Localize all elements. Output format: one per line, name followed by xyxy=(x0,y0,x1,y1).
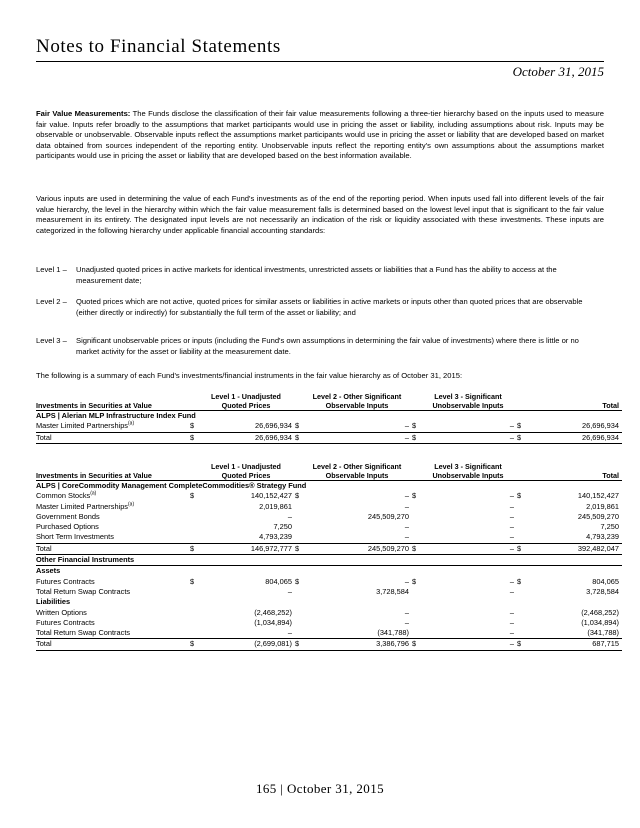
fair-value-body: The Funds disclose the classification of their fair value measurements following a three-tier hierarchy based on the inputs used to measure fair value. Inputs refer broadly to the assumptions that market participants would use in pricing the asset or liability, including assumptions about risk. Inputs may be observable or unobservable. Observable inputs reflect the assumptions market participants would use in pricing the asset or liability that are developed based on market data obtained from sources independent of the reporting entity. Unobservable inputs reflect the reporting entity's own assumptions about the assumptions market participants would use in pricing the asset or liability that are developed based on the best information available. xyxy=(36,109,604,161)
currency-symbol: $ xyxy=(517,639,527,650)
total-row xyxy=(36,432,622,443)
currency-symbol: $ xyxy=(190,432,200,443)
currency-symbol xyxy=(190,618,200,628)
footnote-marker: (a) xyxy=(128,420,135,427)
row-label: Government Bonds xyxy=(36,511,100,521)
level2-value: 245,509,270 xyxy=(305,543,412,554)
level1-value: 804,065 xyxy=(265,576,292,586)
total-row xyxy=(36,639,622,650)
total-value: 26,696,934 xyxy=(582,421,619,431)
row-label: Total Return Swap Contracts xyxy=(36,628,131,638)
footnote-marker: (a) xyxy=(128,501,135,508)
assets-heading: Assets xyxy=(36,566,61,576)
level3-value: – xyxy=(509,617,514,627)
currency-symbol: $ xyxy=(295,576,300,586)
table-row xyxy=(36,628,622,639)
total-value: 7,250 xyxy=(600,522,619,532)
various-inputs-paragraph: Various inputs are used in determining the value of each Fund's investments as of the end of the reporting period. When inputs used fall into different levels of the fair value hierarchy, the level in the hierarchy within which the fair value measurement falls is determined based on the lowest level input that is significant to the fair value measurement in its entirety. The designated input levels are not necessarily an indication of the risk or liquidity associated with these investments. These inputs are categorized in the following hierarchy under applicable financial accounting standards: xyxy=(36,194,604,235)
currency-symbol xyxy=(412,502,422,512)
total-value: 804,065 xyxy=(592,576,619,586)
currency-symbol: $ xyxy=(190,491,195,501)
currency-symbol: $ xyxy=(190,543,200,554)
currency-symbol xyxy=(517,522,527,532)
header-date: October 31, 2015 xyxy=(512,64,604,79)
level-key: Level 2 – xyxy=(36,297,67,306)
level-text: Quoted prices which are not active, quoted prices for similar assets or liabilities in active markets or inputs other than quoted prices that are observable (either directly or indirectly) for substantially the full term of the asset or liability; and xyxy=(76,297,583,317)
summary-paragraph: The following is a summary of each Fund's investments/financial instruments in the fair value hierarchy as of October 31, 2015: xyxy=(36,371,463,380)
currency-symbol xyxy=(295,618,305,628)
row-label: Purchased Options xyxy=(36,522,99,532)
total-value: 687,715 xyxy=(527,639,622,650)
currency-symbol xyxy=(295,512,305,522)
level2-value: – xyxy=(404,421,409,431)
row-label: Total xyxy=(36,639,52,649)
level-3-item xyxy=(36,336,604,357)
row-label: Master Limited Partnerships xyxy=(36,501,129,511)
level2-value: – xyxy=(404,576,409,586)
table-row xyxy=(36,608,622,618)
currency-symbol xyxy=(412,532,422,543)
fund-name-row xyxy=(36,411,622,422)
currency-symbol xyxy=(517,532,527,543)
currency-symbol: $ xyxy=(295,421,300,431)
col-total: Total xyxy=(527,462,622,481)
table-row xyxy=(36,421,622,432)
fair-value-table-alerian xyxy=(36,392,622,444)
level2-value: 3,728,584 xyxy=(376,586,409,596)
col-level2: Level 2 - Other Significant Observable Inputs xyxy=(305,462,412,481)
currency-symbol: $ xyxy=(412,543,422,554)
currency-symbol: $ xyxy=(517,543,527,554)
level1-value: 7,250 xyxy=(273,522,292,532)
total-value: 4,793,239 xyxy=(586,532,619,542)
table-row xyxy=(36,522,622,532)
currency-symbol xyxy=(190,587,200,597)
col-level2: Level 2 - Other Significant Observable Inputs xyxy=(305,392,412,411)
level2-value: 3,386,796 xyxy=(305,639,412,650)
level2-value: – xyxy=(404,522,409,532)
currency-symbol xyxy=(412,587,422,597)
currency-symbol: $ xyxy=(295,639,305,650)
total-value: 2,019,861 xyxy=(586,501,619,511)
total-value: 245,509,270 xyxy=(577,511,619,521)
currency-symbol xyxy=(517,618,527,628)
level3-value: – xyxy=(509,607,514,617)
total-value: (1,034,894) xyxy=(581,617,619,627)
currency-symbol xyxy=(295,628,305,639)
row-label: Short Term Investments xyxy=(36,532,114,542)
level-key: Level 1 – xyxy=(36,265,67,274)
assets-heading-row xyxy=(36,566,622,577)
level3-value: – xyxy=(509,522,514,532)
footnote-marker: (a) xyxy=(90,490,97,497)
level3-value: – xyxy=(422,543,517,554)
currency-symbol xyxy=(517,587,527,597)
row-label: Written Options xyxy=(36,607,87,617)
level2-value: 245,509,270 xyxy=(367,511,409,521)
level1-value: – xyxy=(287,586,292,596)
currency-symbol xyxy=(412,522,422,532)
level2-value: – xyxy=(305,432,412,443)
currency-symbol: $ xyxy=(295,432,305,443)
row-label: Common Stocks xyxy=(36,491,91,501)
currency-symbol xyxy=(412,512,422,522)
total-value: 3,728,584 xyxy=(586,586,619,596)
table-row xyxy=(36,532,622,543)
total-value: 392,482,047 xyxy=(527,543,622,554)
fund-name: ALPS | Alerian MLP Infrastructure Index Fund xyxy=(36,411,196,420)
level1-value: 26,696,934 xyxy=(200,432,295,443)
col-investments: Investments in Securities at Value xyxy=(36,462,190,481)
currency-symbol: $ xyxy=(517,421,522,431)
level3-value: – xyxy=(509,532,514,542)
currency-symbol: $ xyxy=(412,639,422,650)
col-level3: Level 3 - Significant Unobservable Inputs xyxy=(422,462,517,481)
level-text: Significant unobservable prices or inputs (including the Fund's own assumptions in determining the fair value of investments) where there is little or no market activity for the asset or liability at the measurement date. xyxy=(76,336,579,356)
currency-symbol: $ xyxy=(190,421,195,431)
level-1-item xyxy=(36,265,604,286)
col-level1: Level 1 - Unadjusted Quoted Prices xyxy=(200,462,295,481)
currency-symbol xyxy=(412,628,422,639)
other-instruments-heading-row xyxy=(36,555,622,566)
level1-value: (1,034,894) xyxy=(254,617,292,627)
level2-value: (341,788) xyxy=(377,628,409,638)
table-header-row xyxy=(36,462,622,481)
currency-symbol: $ xyxy=(412,432,422,443)
level1-value: (2,468,252) xyxy=(254,607,292,617)
level1-value: – xyxy=(287,511,292,521)
level3-value: – xyxy=(509,511,514,521)
level3-value: – xyxy=(509,491,514,501)
currency-symbol xyxy=(190,608,200,618)
currency-symbol xyxy=(517,502,527,512)
col-investments: Investments in Securities at Value xyxy=(36,392,190,411)
level3-value: – xyxy=(422,432,517,443)
currency-symbol xyxy=(517,608,527,618)
currency-symbol: $ xyxy=(412,421,417,431)
currency-symbol: $ xyxy=(517,491,522,501)
total-row xyxy=(36,543,622,554)
level3-value: – xyxy=(509,421,514,431)
currency-symbol: $ xyxy=(295,543,305,554)
level1-value: 2,019,861 xyxy=(259,501,292,511)
level2-value: – xyxy=(404,617,409,627)
level3-value: – xyxy=(422,639,517,650)
level3-value: – xyxy=(509,576,514,586)
fair-value-paragraph xyxy=(36,109,604,162)
fair-value-heading: Fair Value Measurements: xyxy=(36,109,131,118)
currency-symbol xyxy=(190,512,200,522)
col-level3: Level 3 - Significant Unobservable Inputs xyxy=(422,392,517,411)
liabilities-heading: Liabilities xyxy=(36,597,71,607)
level-text: Unadjusted quoted prices in active markets for identical investments, unrestricted assets or liabilities that a Fund has the ability to access at the measurement date; xyxy=(76,265,557,285)
liabilities-heading-row xyxy=(36,597,622,607)
fair-value-table-corecommodity xyxy=(36,462,622,651)
currency-symbol: $ xyxy=(412,576,417,586)
currency-symbol: $ xyxy=(190,576,195,586)
table-row xyxy=(36,577,622,587)
level1-value: 146,972,777 xyxy=(200,543,295,554)
currency-symbol xyxy=(190,522,200,532)
level-key: Level 3 – xyxy=(36,336,67,345)
row-label: Total xyxy=(36,543,52,553)
level-2-item xyxy=(36,297,604,318)
table-row xyxy=(36,502,622,512)
currency-symbol xyxy=(190,532,200,543)
level2-value: – xyxy=(404,532,409,542)
currency-symbol xyxy=(295,502,305,512)
level2-value: – xyxy=(404,501,409,511)
level2-value: – xyxy=(404,491,409,501)
currency-symbol xyxy=(190,502,200,512)
page-title: Notes to Financial Statements xyxy=(36,36,281,57)
total-value: (2,468,252) xyxy=(581,607,619,617)
header-rule xyxy=(36,61,604,62)
table-header-row xyxy=(36,392,622,411)
col-level1: Level 1 - Unadjusted Quoted Prices xyxy=(200,392,295,411)
level1-value: 140,152,427 xyxy=(250,491,292,501)
currency-symbol: $ xyxy=(295,491,300,501)
level3-value: – xyxy=(509,586,514,596)
table-row xyxy=(36,587,622,597)
level2-value: – xyxy=(404,607,409,617)
currency-symbol xyxy=(517,512,527,522)
fund-name: ALPS | CoreCommodity Management CompleteCommodities® Strategy Fund xyxy=(36,481,307,490)
level1-value: – xyxy=(287,628,292,638)
currency-symbol: $ xyxy=(517,432,527,443)
currency-symbol xyxy=(295,532,305,543)
level3-value: – xyxy=(509,501,514,511)
total-value: (341,788) xyxy=(587,628,619,638)
row-label: Master Limited Partnerships xyxy=(36,421,129,431)
table-row xyxy=(36,491,622,501)
other-instruments-heading: Other Financial Instruments xyxy=(36,555,622,566)
level1-value: 4,793,239 xyxy=(259,532,292,542)
currency-symbol xyxy=(517,628,527,639)
row-label: Futures Contracts xyxy=(36,617,95,627)
currency-symbol xyxy=(412,618,422,628)
table-row xyxy=(36,618,622,628)
level3-value: – xyxy=(509,628,514,638)
currency-symbol: $ xyxy=(412,491,417,501)
total-value: 140,152,427 xyxy=(577,491,619,501)
currency-symbol xyxy=(295,587,305,597)
level1-value: 26,696,934 xyxy=(255,421,292,431)
currency-symbol xyxy=(190,628,200,639)
row-label: Total Return Swap Contracts xyxy=(36,586,131,596)
row-label: Futures Contracts xyxy=(36,576,95,586)
page-footer: 165 | October 31, 2015 xyxy=(255,781,385,796)
currency-symbol xyxy=(295,522,305,532)
level1-value: (2,699,081) xyxy=(200,639,295,650)
total-value: 26,696,934 xyxy=(527,432,622,443)
row-label: Total xyxy=(36,432,190,443)
currency-symbol xyxy=(412,608,422,618)
currency-symbol: $ xyxy=(517,576,522,586)
table-row xyxy=(36,512,622,522)
fund-name-row xyxy=(36,481,622,492)
col-total: Total xyxy=(527,392,622,411)
currency-symbol: $ xyxy=(190,639,200,650)
currency-symbol xyxy=(295,608,305,618)
